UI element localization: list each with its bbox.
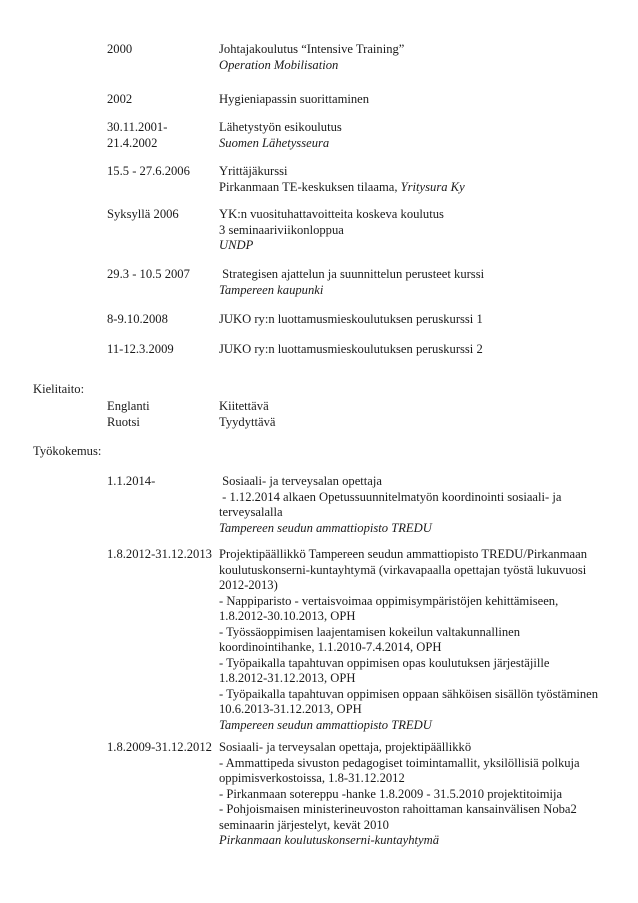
entry-description (219, 92, 619, 108)
entry-line: 1.8.2012-30.10.2013, OPH (219, 609, 356, 623)
languages-heading: Kielitaito: (33, 382, 85, 396)
entry-date: Syksyllä 2006 (107, 207, 179, 221)
experience-heading: Työkokemus: (33, 444, 102, 458)
entry-date: 1.8.2009-31.12.2012 (107, 740, 212, 754)
entry-line: 1.8.2012-31.12.2013, OPH (219, 671, 356, 685)
entry-line: terveysalalla (219, 505, 283, 519)
language-level: Tyydyttävä (219, 415, 276, 429)
entry-organization: Suomen Lähetysseura (219, 135, 330, 150)
entry-date: 30.11.2001- 21.4.2002 (107, 120, 168, 150)
entry-line (219, 180, 619, 196)
language-name: Ruotsi (107, 415, 140, 429)
entry-line: YK:n vuosituhattavoitteita koskeva koulutus (219, 207, 444, 221)
entry-line: seminaarin järjestelyt, kevät 2010 (219, 817, 389, 832)
entry-line: - Pohjoismaisen ministerineuvoston rahoittaman kansainvälisen Noba2 (219, 802, 577, 816)
entry-line: koulutuskonserni-kuntayhtymä (virkavapaalla opettajan työstä lukuvuosi (219, 562, 587, 577)
entry-line: Projektipäällikkö Tampereen seudun ammattiopisto TREDU/Pirkanmaan (219, 547, 587, 561)
entry-line: - Ammattipeda sivuston pedagogiset toimintamallit, yksilöllisiä polkuja (219, 755, 580, 770)
entry-line: 3 seminaariviikonloppua (219, 222, 344, 237)
entry-organization: Tampereen seudun ammattiopisto TREDU (219, 520, 432, 535)
entry-line: - Nappiparisto - vertaisvoimaa oppimisympäristöjen kehittämiseen, (219, 593, 559, 608)
entry-organization: UNDP (219, 238, 254, 252)
entry-line: - Työpaikalla tapahtuvan oppimisen oppaan sähköisen sisällön työstäminen (219, 686, 599, 701)
entry-date: 11-12.3.2009 (107, 342, 174, 356)
entry-description (219, 42, 619, 73)
entry-line: Sosiaali- ja terveysalan opettaja, projektipäällikkö (219, 740, 472, 754)
entry-date: 1.8.2012-31.12.2013 (107, 547, 212, 561)
entry-line: Hygieniapassin suorittaminen (219, 92, 370, 106)
entry-line: JUKO ry:n luottamusmieskoulutuksen peruskurssi 1 (219, 312, 483, 326)
entry-line: - Työpaikalla tapahtuvan oppimisen opas koulutuksen järjestäjille (219, 655, 550, 670)
entry-description (219, 474, 619, 536)
entry-line-text: Pirkanmaan TE-keskuksen tilaama, (219, 179, 401, 194)
entry-line: koordinointihanke, 1.1.2010-7.4.2014, OPH (219, 640, 442, 654)
entry-line: JUKO ry:n luottamusmieskoulutuksen peruskurssi 2 (219, 342, 483, 356)
entry-line: - 1.12.2014 alkaen Opetussuunnitelmatyön koordinointi sosiaali- ja (219, 489, 562, 504)
entry-line: Johtajakoulutus “Intensive Training” (219, 42, 405, 56)
entry-organization: Operation Mobilisation (219, 57, 339, 72)
entry-line: - Pirkanmaan sotereppu -hanke 1.8.2009 - 31.5.2010 projektitoimija (219, 786, 563, 801)
language-level: Kiitettävä (219, 399, 269, 413)
entry-organization: Pirkanmaan koulutuskonserni-kuntayhtymä (219, 833, 439, 847)
entry-organization: Tampereen seudun ammattiopisto TREDU (219, 717, 432, 732)
entry-line: Lähetystyön esikoulutus (219, 120, 342, 134)
entry-description (219, 267, 619, 298)
entry-description (219, 164, 619, 195)
entry-line: 2012-2013) (219, 578, 278, 592)
entry-date: 1.1.2014- (107, 474, 156, 488)
entry-date: 2000 (107, 42, 133, 56)
entry-date: 29.3 - 10.5 2007 (107, 267, 190, 281)
entry-line: - Työssäoppimisen laajentamisen kokeilun valtakunnallinen (219, 624, 521, 639)
entry-date: 2002 (107, 92, 133, 106)
entry-description (219, 740, 619, 849)
entry-line: 10.6.2013-31.12.2013, OPH (219, 702, 362, 716)
entry-organization: Yritysura Ky (400, 179, 465, 194)
entry-line: Strategisen ajattelun ja suunnittelun perusteet kurssi (219, 267, 485, 281)
entry-description (219, 120, 619, 151)
entry-line: oppimisverkostoissa, 1.8-31.12.2012 (219, 771, 405, 785)
entry-date: 15.5 - 27.6.2006 (107, 164, 190, 178)
entry-date: 8-9.10.2008 (107, 312, 168, 326)
entry-line: Sosiaali- ja terveysalan opettaja (219, 474, 382, 488)
entry-description (219, 547, 619, 733)
entry-description (219, 207, 619, 254)
language-name: Englanti (107, 399, 150, 413)
entry-description (219, 312, 619, 328)
entry-organization: Tampereen kaupunki (219, 282, 324, 297)
entry-description (219, 342, 619, 358)
entry-line: Yrittäjäkurssi (219, 164, 288, 178)
